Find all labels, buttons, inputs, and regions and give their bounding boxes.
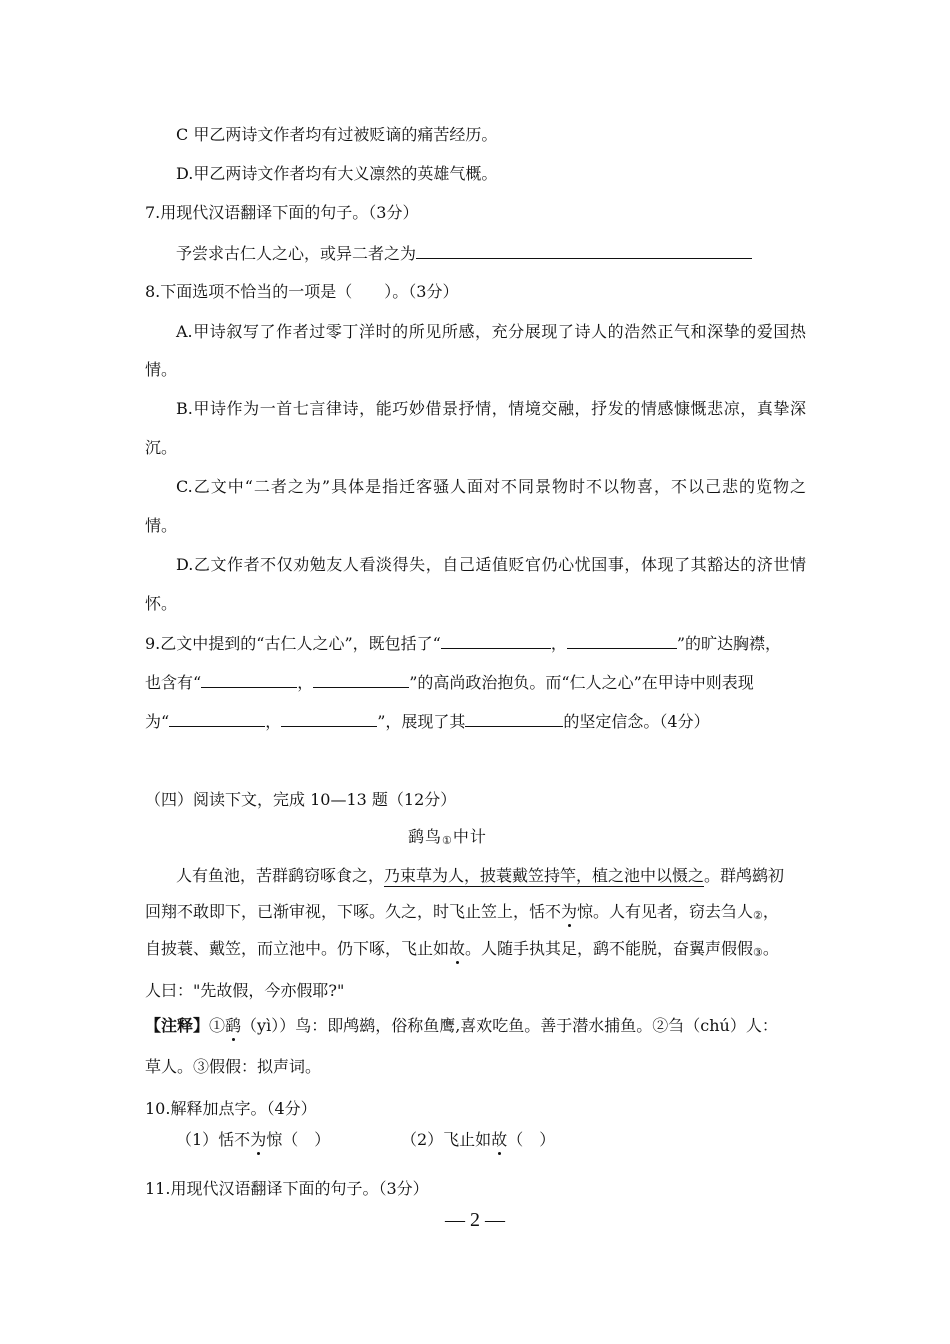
- q9-blank-3[interactable]: [201, 672, 297, 688]
- passage-text: 人有鱼池，苦群鹞窃啄食之，: [176, 866, 385, 885]
- q6-option-c: C 甲乙两诗文作者均有过被贬谪的痛苦经历。: [176, 125, 498, 144]
- q9-line1: [145, 633, 781, 654]
- passage-text: 。: [762, 939, 779, 958]
- dotted-char: 故: [491, 1130, 508, 1149]
- q8-option-c-line1: C.乙文中“二者之为”具体是指迁客骚人面对不同景物时不以物喜，不以己悲的览物之: [176, 477, 806, 496]
- underlined-sentence: 乃束草为人，披蓑戴笠持竿，植之池中以慑之: [384, 866, 705, 885]
- q9-text: 为“: [145, 712, 170, 731]
- dotted-char: 为: [561, 902, 578, 921]
- footnote-marker: ②: [753, 909, 763, 922]
- notes-line2: 草人。③假假：拟声词。: [145, 1057, 322, 1076]
- q8-option-b-line2: 沉。: [145, 438, 178, 457]
- q10-text: （2）飞止如: [401, 1130, 492, 1149]
- q8-stem: 8.下面选项不恰当的一项是（ ）。（3分）: [145, 282, 459, 301]
- q7-answer-line: [176, 243, 752, 264]
- q10-text: （ ）: [507, 1130, 556, 1149]
- notes-text: （yì））鸟：即鸬鹚，俗称鱼鹰,喜欢吃鱼。善于潜水捕鱼。②刍（chú）人：: [241, 1016, 778, 1035]
- q9-text: ”的旷达胸襟，: [676, 634, 782, 653]
- passage-text: 。群鸬鹚初: [704, 866, 785, 885]
- passage-title-text: 鹞鸟: [408, 827, 443, 846]
- q10-item-1: [176, 1130, 330, 1150]
- q10-stem: 10.解释加点字。（4分）: [145, 1099, 317, 1118]
- q9-blank-7[interactable]: [465, 711, 563, 727]
- passage-title: [408, 827, 487, 851]
- q11-stem: 11.用现代汉语翻译下面的句子。（3分）: [145, 1179, 429, 1198]
- q9-text: ”的高尚政治抱负。而“仁人之心”在甲诗中则表现: [409, 673, 754, 692]
- q7-answer-blank[interactable]: [416, 243, 752, 259]
- q8-option-d-line2: 怀。: [145, 594, 178, 613]
- q9-line2: [145, 672, 754, 693]
- q6-option-d: D.甲乙两诗文作者均有大义凛然的英雄气概。: [176, 164, 498, 183]
- q8-option-a-line2: 情。: [145, 360, 178, 379]
- q9-blank-6[interactable]: [281, 711, 377, 727]
- q10-text: 惊（ ）: [266, 1130, 331, 1149]
- q9-text: ”，展现了其: [377, 712, 466, 731]
- q10-text: （1）恬不: [176, 1130, 251, 1149]
- dotted-char: 为: [250, 1130, 267, 1149]
- passage-text: 自披蓑、戴笠，而立池中。仍下啄，飞止如: [145, 939, 450, 958]
- q9-comma: ，: [550, 634, 567, 653]
- notes-label: 【注释】: [145, 1016, 210, 1035]
- q9-text: 也含有“: [145, 673, 202, 692]
- notes-text: ①: [209, 1016, 226, 1035]
- q8-option-b-line1: B.甲诗作为一首七言律诗，能巧妙借景抒情，情境交融，抒发的情感慷慨悲凉，真挚深: [176, 399, 806, 418]
- q9-blank-4[interactable]: [313, 672, 409, 688]
- passage-title-text: 中计: [452, 827, 487, 846]
- passage-text: 惊。人有见者，窃去刍人: [577, 902, 754, 921]
- footnote-marker: ③: [753, 946, 763, 959]
- q9-line3: [145, 711, 710, 732]
- q9-blank-2[interactable]: [567, 633, 677, 649]
- q8-option-a-line1: A.甲诗叙写了作者过零丁洋时的所见所感，充分展现了诗人的浩然正气和深挚的爱国热: [176, 322, 806, 341]
- passage-text: 回翔不敢即下，已渐审视，下啄。久之，时飞止笠上，恬不: [145, 902, 562, 921]
- dotted-char: 鹞: [225, 1016, 242, 1035]
- q9-text: 9.乙文中提到的“古仁人之心”，既包括了“: [145, 634, 441, 653]
- q9-blank-1[interactable]: [441, 633, 551, 649]
- q7-sentence: 予尝求古仁人之心，或异二者之为: [176, 244, 417, 263]
- notes-line1: [145, 1016, 778, 1036]
- q7-stem: 7.用现代汉语翻译下面的句子。（3分）: [145, 203, 419, 222]
- passage-text: ，: [762, 902, 779, 921]
- footnote-marker: ①: [442, 834, 453, 847]
- q9-text: 的坚定信念。（4分）: [563, 712, 710, 731]
- q10-item-2: [401, 1130, 555, 1150]
- passage-text: 。人随手执其足，鹞不能脱，奋翼声假假: [465, 939, 754, 958]
- dotted-char: 故: [449, 939, 466, 958]
- q9-blank-5[interactable]: [169, 711, 265, 727]
- passage-line2: [145, 902, 779, 926]
- page-number: — 2 —: [445, 1209, 505, 1231]
- section4-heading: （四）阅读下文，完成 10—13 题（12分）: [145, 790, 457, 809]
- passage-line1: [176, 866, 784, 886]
- passage-line3: [145, 939, 779, 963]
- q8-option-d-line1: D.乙文作者不仅劝勉友人看淡得失，自己适值贬官仍心忧国事，体现了其豁达的济世情: [176, 555, 806, 574]
- passage-line4: 人曰："先故假，今亦假耶?": [145, 981, 345, 1000]
- q9-comma: ，: [265, 712, 282, 731]
- q9-comma: ，: [297, 673, 314, 692]
- q8-option-c-line2: 情。: [145, 516, 178, 535]
